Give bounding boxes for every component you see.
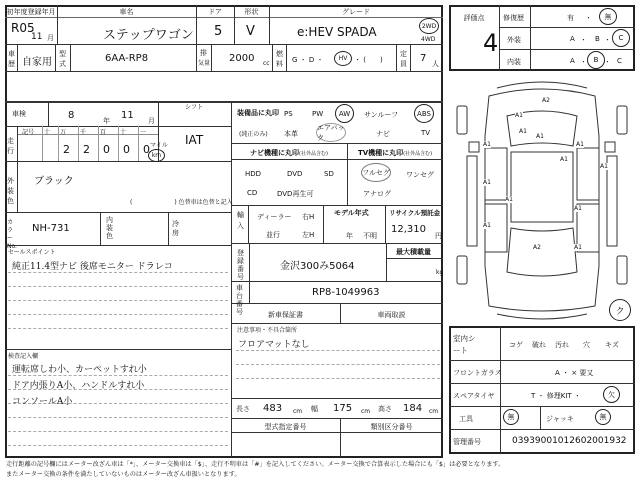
spare-none-circle: 欠	[603, 386, 620, 403]
notice-label: 注意事項・不具合箇所	[237, 327, 298, 334]
mileage-digit-0: 2	[63, 143, 70, 156]
spare-circle: ク	[609, 299, 631, 321]
first-reg-label: 初年度登録年月	[6, 8, 56, 16]
equip-airbag-circle: エアバック	[317, 123, 345, 142]
equip-label: 装備品に丸印	[237, 109, 279, 117]
height-label: 高さ	[378, 405, 392, 413]
notes-ruled-line	[8, 445, 228, 446]
width-unit: cm	[361, 408, 371, 415]
drive-4wd: 4WD	[421, 36, 436, 43]
mileage-cell-divider	[78, 126, 79, 161]
exterior-grade-a: A	[570, 35, 575, 43]
repair-none-circle: 無	[599, 8, 617, 25]
tv-analog: アナログ	[363, 190, 391, 198]
model-code: 6AA-RP8	[105, 53, 149, 64]
sales-ruled-line	[8, 328, 228, 329]
length-label: 長さ	[236, 405, 250, 413]
km-circle: km	[148, 149, 165, 162]
exterior-dot-1: ・	[580, 36, 587, 44]
color-note: ( ) 色替車は色替と記入	[130, 199, 233, 206]
width-value: 175	[333, 403, 353, 414]
interior-grade-c: C	[617, 57, 622, 65]
seat-tear: 破れ	[532, 341, 546, 349]
usage-value: 自家用	[22, 57, 52, 68]
damage-mark-8: A1	[483, 179, 491, 186]
repair-label: 修復歴	[503, 14, 524, 22]
inspection-year: 8	[68, 110, 75, 121]
shift-value: IAT	[185, 133, 204, 147]
car-name: ステップワゴン	[103, 28, 194, 43]
damage-mark-9: A1	[505, 196, 513, 203]
equip-sunroof: サンルーフ	[364, 111, 399, 119]
spare-tire-items: T ・ 修理KIT ・	[531, 392, 581, 400]
damage-mark-10: A1	[574, 205, 582, 212]
notes-ruled-line	[8, 375, 228, 376]
exterior-dot-2: ・	[604, 36, 611, 44]
damage-mark-13: A1	[574, 244, 582, 251]
score-value: 4	[483, 29, 499, 57]
score-label: 評価点	[463, 14, 485, 22]
mileage-digit-2: 0	[103, 143, 110, 156]
inspector-note-1: ドア内張りA小、ハンドルすれ小	[12, 381, 145, 391]
mileage-cell-divider	[42, 126, 43, 161]
displacement-value: 2000	[229, 53, 255, 64]
tools-label: 工具	[459, 415, 473, 423]
mileage-unit-1: 十	[44, 129, 51, 136]
damage-mark-3: A1	[519, 128, 527, 135]
interior-color-label: 内装色	[106, 216, 113, 240]
reg-no-value: 金沢300み5064	[280, 261, 355, 272]
model-label-1: 型	[59, 50, 66, 58]
mileage-cell-divider	[118, 126, 119, 161]
fuel-options: G ・ D ・	[292, 56, 324, 64]
tv-oneseg: ワンセグ	[406, 171, 434, 179]
inspector-note-0: 運転席しわ小、カーペットすれ小	[12, 365, 147, 375]
mileage-unit-3: 千	[80, 129, 87, 136]
mgmt-label: 管理番号	[453, 438, 481, 446]
seat-hole: 穴	[583, 341, 590, 349]
mileage-unit-4: 百	[100, 129, 107, 136]
interior-dot-1: ・	[580, 58, 587, 66]
seat-burn: コゲ	[509, 341, 523, 349]
footer-line-2: またメーター交換の条件を満たしていないものはメーター改ざん車扱いとなります。	[6, 471, 241, 478]
nav-cd: CD	[247, 189, 258, 197]
seat-stain: 汚れ	[555, 341, 569, 349]
category-label: 類別区分番号	[370, 423, 413, 431]
damage-mark-7: A1	[600, 163, 608, 170]
sales-points-label: セールスポイント	[8, 249, 56, 256]
mileage-cell-divider	[138, 126, 139, 161]
tools-none-circle: 無	[503, 409, 519, 425]
inspector-note-2: コンソールA小	[12, 397, 73, 407]
first-reg-month-unit: 月	[47, 34, 54, 42]
interior-grade-a: A	[570, 57, 575, 65]
spare-tire-label: スペアタイヤ	[453, 392, 495, 400]
usage-label-1: 車	[8, 50, 15, 58]
footer-line-1: 走行距離の記号欄にはメーター改ざん車は「*」、メーター交換車は「$」、走行不明車は「#」を記入してください。メーター交換で合算表示した場合にも「$」は必要となります。	[6, 461, 505, 468]
left-hand: 左H	[302, 231, 315, 239]
inspection-label: 車検	[12, 110, 26, 118]
equip-leather: 本革	[284, 130, 298, 138]
capacity-unit: 人	[432, 60, 439, 68]
nav-hdd: HDD	[245, 170, 262, 178]
cap-label-2: 員	[400, 60, 407, 68]
repair-yes: 有	[567, 14, 574, 22]
front-glass-items: A ・ × 要又	[555, 369, 594, 377]
tv-header: TV機種に丸印(社外品含む)	[357, 149, 433, 157]
repair-dot: ・	[585, 14, 592, 22]
max-load-unit: kg	[436, 269, 444, 276]
car-outline-icon	[449, 76, 635, 322]
mile-label: マイル	[150, 142, 168, 149]
damage-mark-12: A2	[533, 244, 541, 251]
vin-label: 車台番号	[236, 284, 243, 316]
mileage-label: 走行	[7, 137, 14, 155]
recycle-label: リサイクル預託金	[389, 209, 441, 217]
color-code-value: NH-731	[32, 223, 70, 234]
model-year-value: 不明	[363, 232, 377, 240]
seat-scratch: キズ	[605, 341, 619, 349]
sales-points: 純正11.4型ナビ 後席モニター ドラレコ	[12, 262, 173, 272]
cc-unit: cc	[263, 60, 270, 67]
notice-ruled-line	[236, 364, 440, 365]
fuel-tail: ・ ( )	[354, 56, 383, 64]
mileage-cell-divider	[98, 126, 99, 161]
mileage-digit-3: 0	[123, 143, 130, 156]
equip-abs-circle: ABS	[414, 104, 434, 123]
equip-ps: PS	[284, 110, 293, 118]
recycle-value: 12,310	[391, 224, 426, 235]
notice-value: フロアマットなし	[238, 340, 310, 350]
interior-label: 内装	[507, 58, 521, 66]
mileage-digit-4: 0	[143, 143, 150, 156]
fuel-label-2: 料	[276, 60, 283, 68]
grade-label: グレード	[342, 8, 370, 16]
right-hand: 右H	[302, 213, 315, 221]
door-label: ドア	[208, 8, 222, 16]
exterior-label: 外装	[507, 36, 521, 44]
reg-no-label: 登録番号	[237, 249, 244, 281]
damage-mark-2: A1	[483, 141, 491, 148]
height-value: 184	[403, 403, 423, 414]
nav-header: ナビ機種に丸印(社外品含む)	[250, 149, 328, 157]
interior-dot-2: ・	[604, 58, 611, 66]
exterior-grade-c-circle: C	[612, 29, 630, 47]
nav-sd: SD	[324, 170, 334, 178]
type-designation-label: 型式指定番号	[264, 423, 307, 431]
mileage-digit-1: 2	[83, 143, 90, 156]
grade-value: e:HEV SPADA	[297, 25, 377, 39]
inspection-month: 11	[121, 110, 134, 121]
disp-label-1: 排	[200, 49, 207, 57]
model-label-2: 式	[59, 60, 66, 68]
damage-mark-4: A1	[536, 133, 544, 140]
door-count: 5	[214, 24, 223, 39]
model-year-label: モデル年式	[334, 209, 369, 217]
import-label: 輸入	[237, 211, 244, 230]
shape-label: 形状	[244, 8, 259, 16]
front-glass-label: フロントガラス	[453, 369, 502, 377]
shape-value: V	[246, 24, 255, 39]
manual: 車両取説	[377, 311, 406, 319]
color-value: ブラック	[34, 176, 74, 187]
car-name-label: 車名	[119, 8, 134, 16]
color-label: 外装色	[7, 177, 14, 205]
equip-pw: PW	[312, 110, 324, 118]
usage-label-2: 歴	[8, 60, 15, 68]
mgmt-number: 03939001012602001932	[512, 436, 627, 446]
model-year-unit: 年	[346, 232, 353, 240]
interior-seat-label: 室内シート	[453, 334, 476, 355]
import-dealer: ディーラー	[257, 213, 292, 221]
nav-dvd-play: DVD再生可	[277, 190, 314, 198]
color-code-label: カラー No.	[7, 219, 17, 250]
inspector-notes-label: 検査記入欄	[8, 353, 39, 360]
cap-label-1: 定	[400, 50, 407, 58]
length-unit: cm	[293, 408, 303, 415]
equip-tv: TV	[421, 129, 431, 137]
interior-grade-b-circle: B	[587, 51, 605, 69]
inspection-year-unit: 年	[103, 117, 110, 125]
jack-label: ジャッキ	[546, 415, 574, 423]
nav-dvd: DVD	[287, 170, 303, 178]
damage-mark-6: A1	[560, 156, 568, 163]
damage-mark-0: A2	[542, 97, 550, 104]
exterior-grade-b: B	[595, 35, 600, 43]
max-load-label: 最大積載量	[396, 248, 431, 256]
damage-mark-1: A1	[515, 112, 523, 119]
width-label: 幅	[311, 405, 318, 413]
sales-ruled-line	[8, 272, 228, 273]
sales-ruled-line	[8, 286, 228, 287]
import-parallel: 並行	[266, 231, 280, 239]
jack-none-circle: 無	[595, 409, 611, 425]
first-reg-month: 11	[31, 32, 43, 42]
mileage-unit-2: 万	[60, 129, 67, 136]
notes-ruled-line	[8, 431, 228, 432]
notes-ruled-line	[8, 417, 228, 418]
sales-ruled-line	[8, 300, 228, 301]
equip-aw-circle: AW	[335, 104, 354, 123]
height-unit: cm	[429, 408, 439, 415]
ac-label: 冷房	[172, 220, 179, 237]
length-value: 483	[263, 403, 283, 414]
first-reg-year: R05	[11, 21, 35, 35]
shift-label: シフト	[185, 104, 204, 111]
drive-2wd-circle: 2WD	[419, 18, 439, 34]
new-warranty: 新車保証書	[268, 311, 303, 319]
vin-value: RP8-1049963	[312, 287, 380, 298]
sales-ruled-line	[8, 314, 228, 315]
mileage-unit-0: 記号	[22, 129, 35, 136]
notice-ruled-line	[236, 378, 440, 379]
tv-fullseg-circle: フルセグ	[361, 163, 391, 182]
disp-label-2: 気量	[198, 60, 211, 67]
mileage-unit-6: 一	[140, 129, 147, 136]
mileage-cell-divider	[58, 126, 59, 161]
damage-mark-5: A1	[576, 141, 584, 148]
damage-mark-11: A1	[483, 222, 491, 229]
notice-ruled-line	[236, 350, 440, 351]
recycle-unit: 円	[435, 232, 442, 240]
fuel-label-1: 燃	[276, 50, 283, 58]
inspection-month-unit: 月	[148, 117, 155, 125]
equip-sub: (純正のみ)	[239, 131, 268, 138]
car-damage-diagram	[449, 76, 635, 322]
equip-nav: ナビ	[376, 130, 390, 138]
capacity-value: 7	[420, 53, 427, 64]
fuel-hv-circle: HV	[334, 51, 352, 66]
mileage-unit-5: 十	[120, 129, 127, 136]
